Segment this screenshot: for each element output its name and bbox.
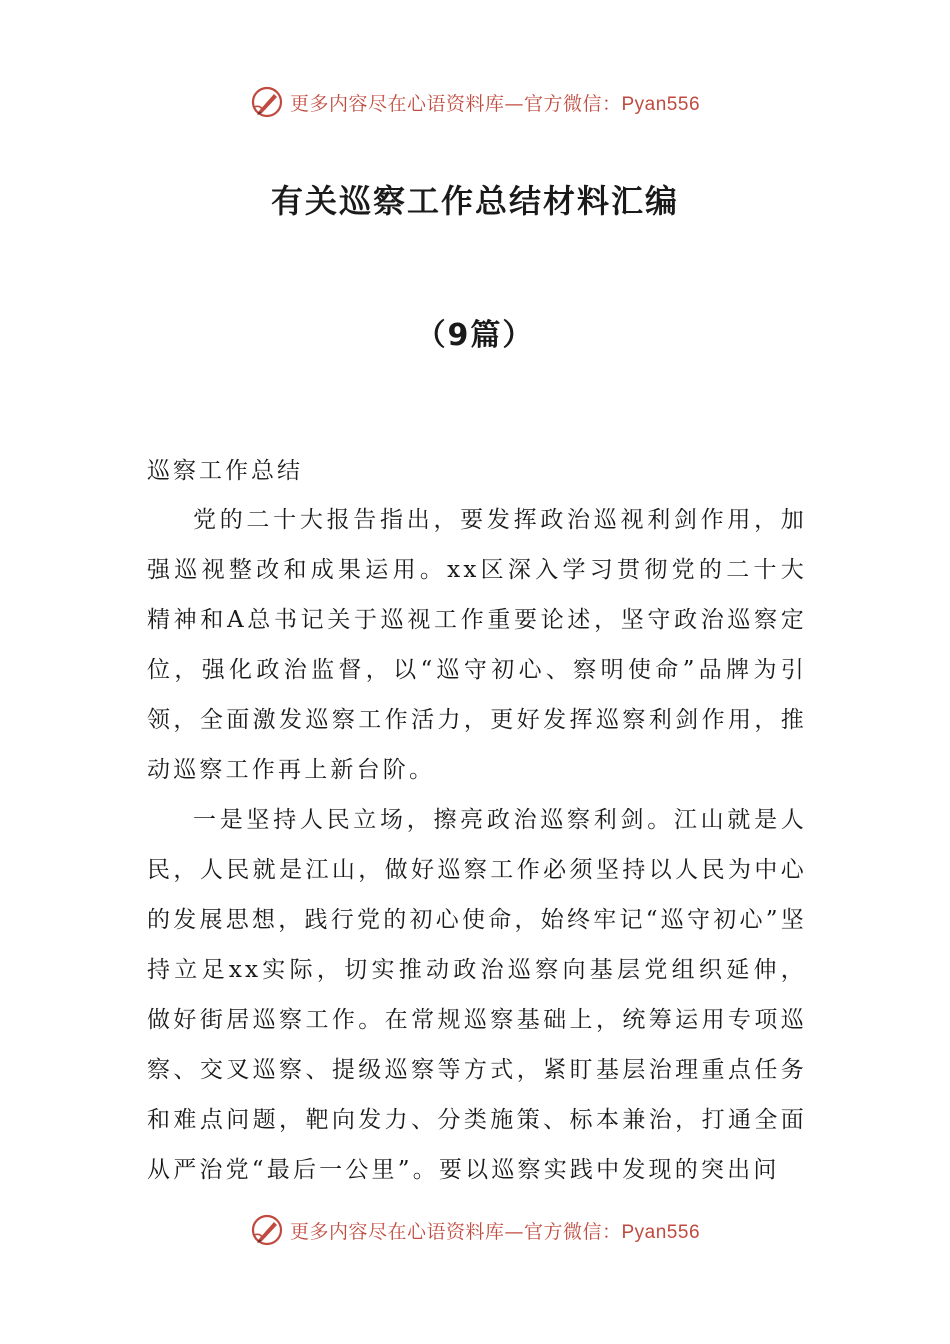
banner-wechat-label: 官方微信： <box>523 1220 622 1243</box>
paragraph: 党的二十大报告指出，要发挥政治巡视利剑作用，加强巡视整改和成果运用。xx区深入学习贯彻党的二十大精神和A总书记关于巡视工作重要论述，坚守政治巡察定位，强化政治监督，以“巡守初心、察明使命”品牌为引领，全面激发巡察工作活力，更好发挥巡察利剑作用，推动巡察工作再上新台阶。 <box>147 507 807 783</box>
banner-dash: — <box>504 1220 524 1243</box>
banner-dash: — <box>504 92 524 115</box>
banner-wechat-id: Pyan556 <box>621 1221 701 1243</box>
pen-circle-logo-icon <box>250 85 284 119</box>
document-title: 有关巡察工作总结材料汇编 <box>270 182 679 220</box>
body-text <box>147 495 807 1195</box>
banner-text <box>290 1217 700 1244</box>
footer-banner <box>0 1210 950 1250</box>
section-heading: 巡察工作总结 <box>147 458 303 484</box>
paragraph: 一是坚持人民立场，擦亮政治巡察利剑。江山就是人民，人民就是江山，做好巡察工作必须坚持以人民为中心的发展思想，践行党的初心使命，始终牢记“巡守初心”坚持立足xx实际，切实推动政治巡察向基层党组织延伸，做好街居巡察工作。在常规巡察基础上，统筹运用专项巡察、交叉巡察、提级巡察等方式，紧盯基层治理重点任务和难点问题，靶向发力、分类施策、标本兼治，打通全面从严治党“最后一公里”。要以巡察实践中发现的突出问 <box>147 807 807 1183</box>
banner-main-text: 更多内容尽在心语资料库 <box>289 1220 505 1243</box>
banner-main-text: 更多内容尽在心语资料库 <box>289 92 505 115</box>
banner-wechat-label: 官方微信： <box>523 92 622 115</box>
banner-text <box>290 89 700 116</box>
header-banner <box>0 82 950 122</box>
document-subtitle: （9篇） <box>415 318 535 353</box>
banner-wechat-id: Pyan556 <box>621 93 701 115</box>
pen-circle-logo-icon <box>250 1213 284 1247</box>
